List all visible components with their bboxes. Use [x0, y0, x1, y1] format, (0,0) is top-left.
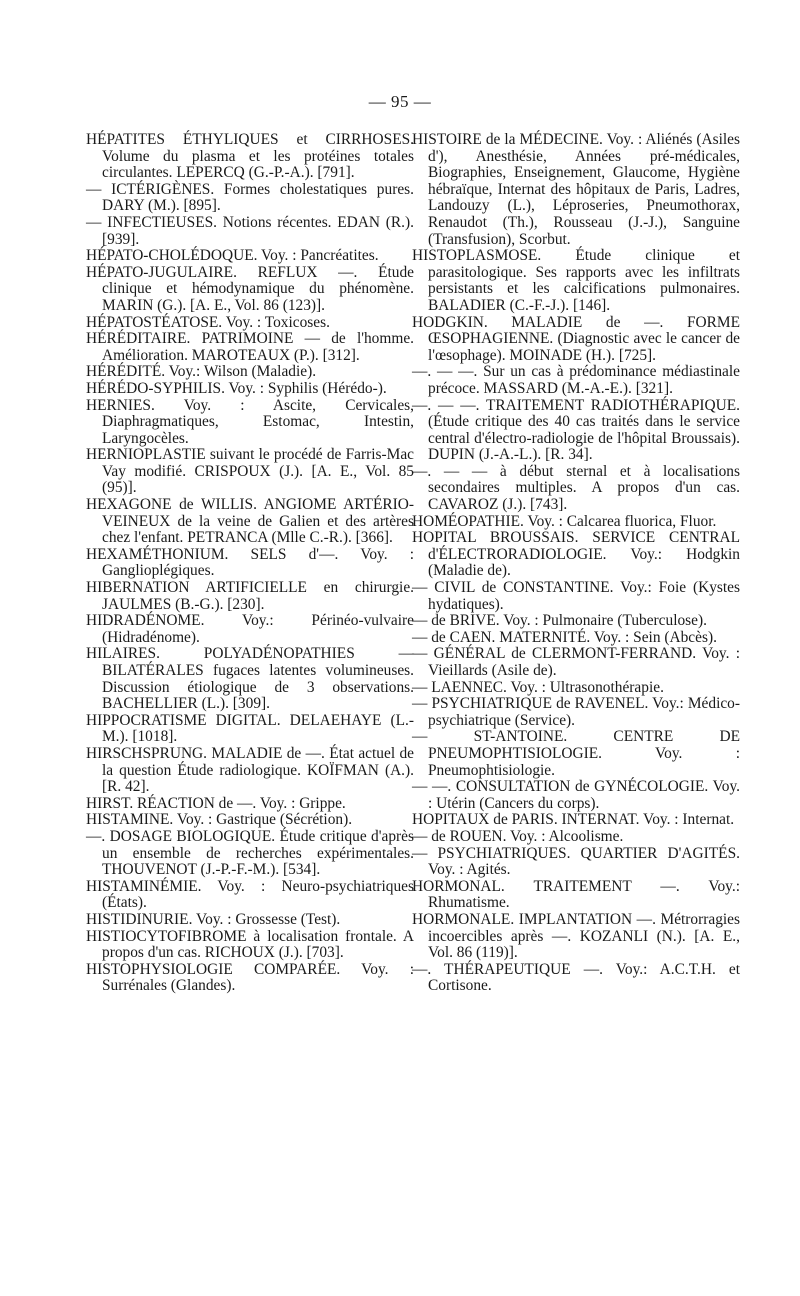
- index-entry: HÉRÉDITÉ. Voy.: Wilson (Maladie).: [86, 363, 317, 381]
- index-entry: HÉPATOSTÉATOSE. Voy. : Toxicoses.: [86, 313, 330, 331]
- index-entry: —. — —. Sur un cas à prédominance médiastinale précoce. MASSARD (M.-A.-E.). [321].: [412, 363, 740, 397]
- index-entry: HÉPATO-JUGULAIRE. REFLUX —. Étude clinique et hémodynamique du phénomène. MARIN (G.). [A. E., Vol. 86 (123)].: [86, 263, 414, 314]
- index-entry: HÉPATITES ÉTHYLIQUES et CIRRHOSES. Volume du plasma et les protéines totales circulantes. LEPERCQ (G.-P.-A.). [791].: [86, 131, 414, 182]
- index-entry: HIRSCHSPRUNG. MALADIE de —. État actuel de la question Étude radiologique. KOÏFMAN (A.). [R. 42].: [86, 744, 414, 796]
- index-entry: HÉPATO-CHOLÉDOQUE. Voy. : Pancréatites.: [86, 247, 379, 265]
- index-entry: — LAENNEC. Voy. : Ultrasonothérapie.: [412, 678, 664, 696]
- index-entry: — de BRIVE. Voy. : Pulmonaire (Tuberculose).: [412, 612, 707, 630]
- index-entry: HISTIDINURIE. Voy. : Grossesse (Test).: [86, 910, 341, 928]
- index-entry: HEXAMÉTHONIUM. SELS d'—. Voy. : Ganglioplégiques.: [86, 545, 414, 580]
- index-entry: —. — — à début sternal et à localisations secondaires multiples. A propos d'un cas. CAVAROZ (J.). [743].: [412, 462, 740, 514]
- index-entry: HISTOPLASMOSE. Étude clinique et parasitologique. Ses rapports avec les infiltrats persistants et les calcifications pulmonaires. BALADIER (C.-F.-J.). [146].: [412, 247, 740, 314]
- index-entry: HODGKIN. MALADIE de —. FORME ŒSOPHAGIENNE. (Diagnostic avec le cancer de l'œsophage). MOINADE (H.). [725].: [412, 313, 740, 364]
- index-entry: —. THÉRAPEUTIQUE —. Voy.: A.C.T.H. et Cortisone.: [412, 960, 740, 995]
- page-number: — 95 —: [368, 92, 432, 111]
- index-entry: — ICTÉRIGÈNES. Formes cholestatiques pures. DARY (M.). [895].: [86, 180, 414, 215]
- index-entry: HISTIOCYTOFIBROME à localisation frontale. A propos d'un cas. RICHOUX (J.). [703].: [86, 927, 414, 962]
- index-entry: — INFECTIEUSES. Notions récentes. EDAN (R.). [939].: [86, 213, 414, 248]
- index-entry: HORMONAL. TRAITEMENT —. Voy.: Rhumatisme.: [412, 877, 740, 912]
- index-entry: — PSYCHIATRIQUE de RAVENEL. Voy.: Médico-psychiatrique (Service).: [412, 695, 740, 729]
- index-entry: HILAIRES. POLYADÉNOPATHIES — BILATÉRALES fugaces latentes volumineuses. Discussion étiologique de 3 observations. BACHELLIER (L.). [309].: [86, 645, 414, 713]
- index-entry: HERNIOPLASTIE suivant le procédé de Farris-Mac Vay modifié. CRISPOUX (J.). [A. E., Vol. 85 (95)].: [86, 446, 414, 497]
- index-entry: — —. CONSULTATION de GYNÉCOLOGIE. Voy. : Utérin (Cancers du corps).: [412, 778, 740, 812]
- index-entry: —. — —. TRAITEMENT RADIOTHÉRAPIQUE. (Étude critique des 40 cas traités dans le service central d'électro-radiologie de l'hôpital Broussais). DUPIN (J.-A.-L.). [R. 34].: [412, 396, 740, 464]
- index-entry: HÉRÉDITAIRE. PATRIMOINE — de l'homme. Amélioration. MAROTEAUX (P.). [312].: [86, 330, 414, 364]
- index-entry: — CIVIL de CONSTANTINE. Voy.: Foie (Kystes hydatiques).: [412, 579, 740, 613]
- index-entry: HISTOPHYSIOLOGIE COMPARÉE. Voy. : Surrénales (Glandes).: [86, 960, 414, 995]
- index-entry: HORMONALE. IMPLANTATION —. Métrorragies incoercibles après —. KOZANLI (N.). [A. E., Vol. 86 (119)].: [412, 910, 740, 962]
- index-entry: HOPITAUX de PARIS. INTERNAT. Voy. : Internat.: [412, 811, 735, 829]
- index-entry: HEXAGONE de WILLIS. ANGIOME ARTÉRIO-VEINEUX de la veine de Galien et des artères chez l'enfant. PETRANCA (Mlle C.-R.). [366].: [86, 496, 414, 547]
- index-entry: HISTOIRE de la MÉDECINE. Voy. : Aliénés (Asiles d'), Anesthésie, Années pré-médicales, Biographies, Enseignement, Glaucome, Hygiène hébraïque, Internat des hôpitaux de Paris, Ladres, Landouzy (L.), Léproseries, Pneumothorax, Renaudot (Th.), Rousseau (J.-J.), Sanguine (Transfusion), Scorbut.: [412, 131, 740, 248]
- index-column-left: [86, 132, 414, 995]
- index-entry: HIPPOCRATISME DIGITAL. DELAEHAYE (L.-M.). [1018].: [86, 711, 414, 746]
- index-entry: — ST-ANTOINE. CENTRE DE PNEUMOPHTISIOLOGIE. Voy. : Pneumophtisiologie.: [412, 728, 740, 779]
- index-entry: —. DOSAGE BIOLOGIQUE. Étude critique d'après un ensemble de recherches expérimentales. THOUVENOT (J.-P.-F.-M.). [534].: [86, 827, 414, 879]
- index-entry: HIRST. RÉACTION de —. Voy. : Grippe.: [86, 794, 346, 812]
- index-entry: — GÉNÉRAL de CLERMONT-FERRAND. Voy. : Vieillards (Asile de).: [412, 645, 740, 679]
- index-entry: — de CAEN. MATERNITÉ. Voy. : Sein (Abcès).: [412, 628, 717, 646]
- index-entry: HIBERNATION ARTIFICIELLE en chirurgie. JAULMES (B.-G.). [230].: [86, 579, 414, 613]
- index-entry: HOPITAL BROUSSAIS. SERVICE CENTRAL d'ÉLECTRORADIOLOGIE. Voy.: Hodgkin (Maladie de).: [412, 529, 740, 580]
- index-entry: — de ROUEN. Voy. : Alcoolisme.: [412, 827, 624, 845]
- index-entry: HOMÉOPATHIE. Voy. : Calcarea fluorica, Fluor.: [412, 512, 717, 530]
- index-entry: HISTAMINE. Voy. : Gastrique (Sécrétion).: [86, 811, 353, 829]
- index-entry: HISTAMINÉMIE. Voy. : Neuro-psychiatriques (États).: [86, 877, 414, 912]
- index-entry: HERNIES. Voy. : Ascite, Cervicales, Diaphragmatiques, Estomac, Intestin, Laryngocèles.: [86, 396, 414, 447]
- index-entry: HIDRADÉNOME. Voy.: Périnéo-vulvaire (Hidradénome).: [86, 612, 414, 646]
- index-column-right: [412, 132, 740, 995]
- index-entry: HÉRÉDO-SYPHILIS. Voy. : Syphilis (Hérédo-).: [86, 379, 387, 397]
- index-entry: — PSYCHIATRIQUES. QUARTIER D'AGITÉS. Voy. : Agités.: [412, 844, 740, 879]
